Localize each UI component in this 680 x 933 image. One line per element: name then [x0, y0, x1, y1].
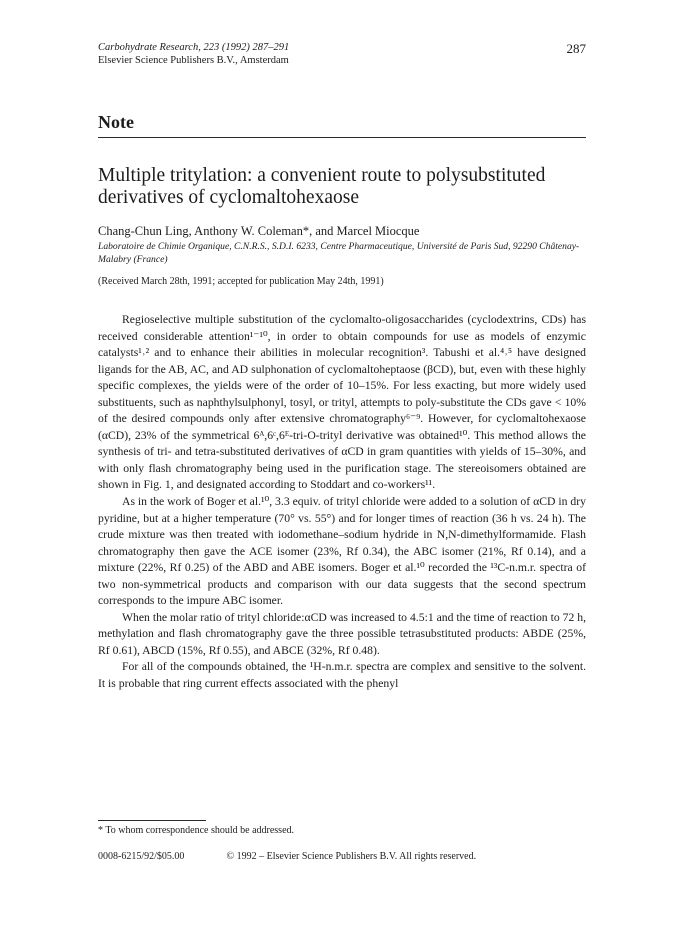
body-paragraph: When the molar ratio of trityl chloride:αCD was increased to 4.5:1 and the time of reaction to 72 h, methylation and flash chromatography gave the three possible tetrasubstituted products: ABDE (25%, Rf 0.61), ABCD (15%, Rf 0.55), and ABCE (32%, Rf 0.48).	[98, 610, 586, 657]
received-dates: (Received March 28th, 1991; accepted for publication May 24th, 1991)	[98, 276, 384, 287]
section-rule	[98, 137, 586, 138]
journal-citation: Carbohydrate Research, 223 (1992) 287–291	[98, 42, 290, 53]
publisher-line: Elsevier Science Publishers B.V., Amsterdam	[98, 55, 289, 66]
author-list: Chang-Chun Ling, Anthony W. Coleman*, and Marcel Miocque	[98, 224, 420, 238]
running-head	[98, 41, 586, 67]
body-paragraph: Regioselective multiple substitution of the cyclomalto-oligosaccharides (cyclodextrins, CDs) has received considerable attention¹⁻¹⁰, in order to obtain compounds for use as models of enzymic catalysts¹˒² and to enhance their abilities in molecular recognition³. Tabushi et al.⁴˒⁵ have designed ligands for the AB, AC, and AD sulphonation of cyclomaltoheptaose (βCD), but, even with these highly specific complexes, the yields were of the order of 10–15%. For less exacting, but more widely used substituents, such as naphthylsulphonyl, tosyl, or trityl, attempts to poly-substitute the CDs gave < 10% of the desired compounds only after extensive chromatography⁶⁻⁹. However, for cyclomaltohexaose (αCD), 23% of the symmetrical 6ᴬ,6ᶜ,6ᴱ-tri-O-trityl derivative was obtained¹⁰. This method allows the synthesis of tri- and tetra-substituted derivatives of αCD in gram quantities with yields of 15–30%, and with only flash chromatography being used in the purification stage. The stereoisomers obtained are shown in Fig. 1, and designated according to Stoddart and co-workers¹¹.	[98, 313, 586, 492]
article-title: Multiple tritylation: a convenient route to polysubstituted derivatives of cyclomaltohexaose	[98, 165, 546, 208]
correspondence-footnote: * To whom correspondence should be addressed.	[98, 825, 295, 836]
copyright-line	[98, 850, 586, 863]
copyright-notice: © 1992 – Elsevier Science Publishers B.V. All rights reserved.	[226, 851, 477, 862]
page-number: 287	[566, 41, 586, 56]
footnote-rule	[98, 820, 206, 821]
article-body	[98, 312, 586, 693]
issn-code: 0008-6215/92/$05.00	[98, 851, 185, 862]
body-paragraph: As in the work of Boger et al.¹⁰, 3.3 equiv. of trityl chloride were added to a solution of αCD in dry pyridine, but at a higher temperature (70° vs. 55°) and for longer times of reaction (36 h vs. 24 h). The crude mixture was then treated with iodomethane–sodium hydride in N,N-dimethylformamide. Flash chromatography then gave the ACE isomer (23%, Rf 0.34), the ABC isomer (21%, Rf 0.14), and a mixture (22%, Rf 0.25) of the ABD and ABE isomers. Boger et al.¹⁰ recorded the ¹³C-n.m.r. spectra of two non-symmetrical products and comparison with our data suggests that the second spectrum corresponds to the impure ABC isomer.	[98, 495, 586, 608]
author-affiliation: Laboratoire de Chimie Organique, C.N.R.S., S.D.I. 6233, Centre Pharmaceutique, Université de Paris Sud, 92290 Châtenay-Malabry (France)	[98, 241, 580, 265]
body-paragraph: For all of the compounds obtained, the ¹H-n.m.r. spectra are complex and sensitive to the solvent. It is probable that ring current effects associated with the phenyl	[98, 660, 586, 691]
section-label: Note	[98, 112, 134, 132]
